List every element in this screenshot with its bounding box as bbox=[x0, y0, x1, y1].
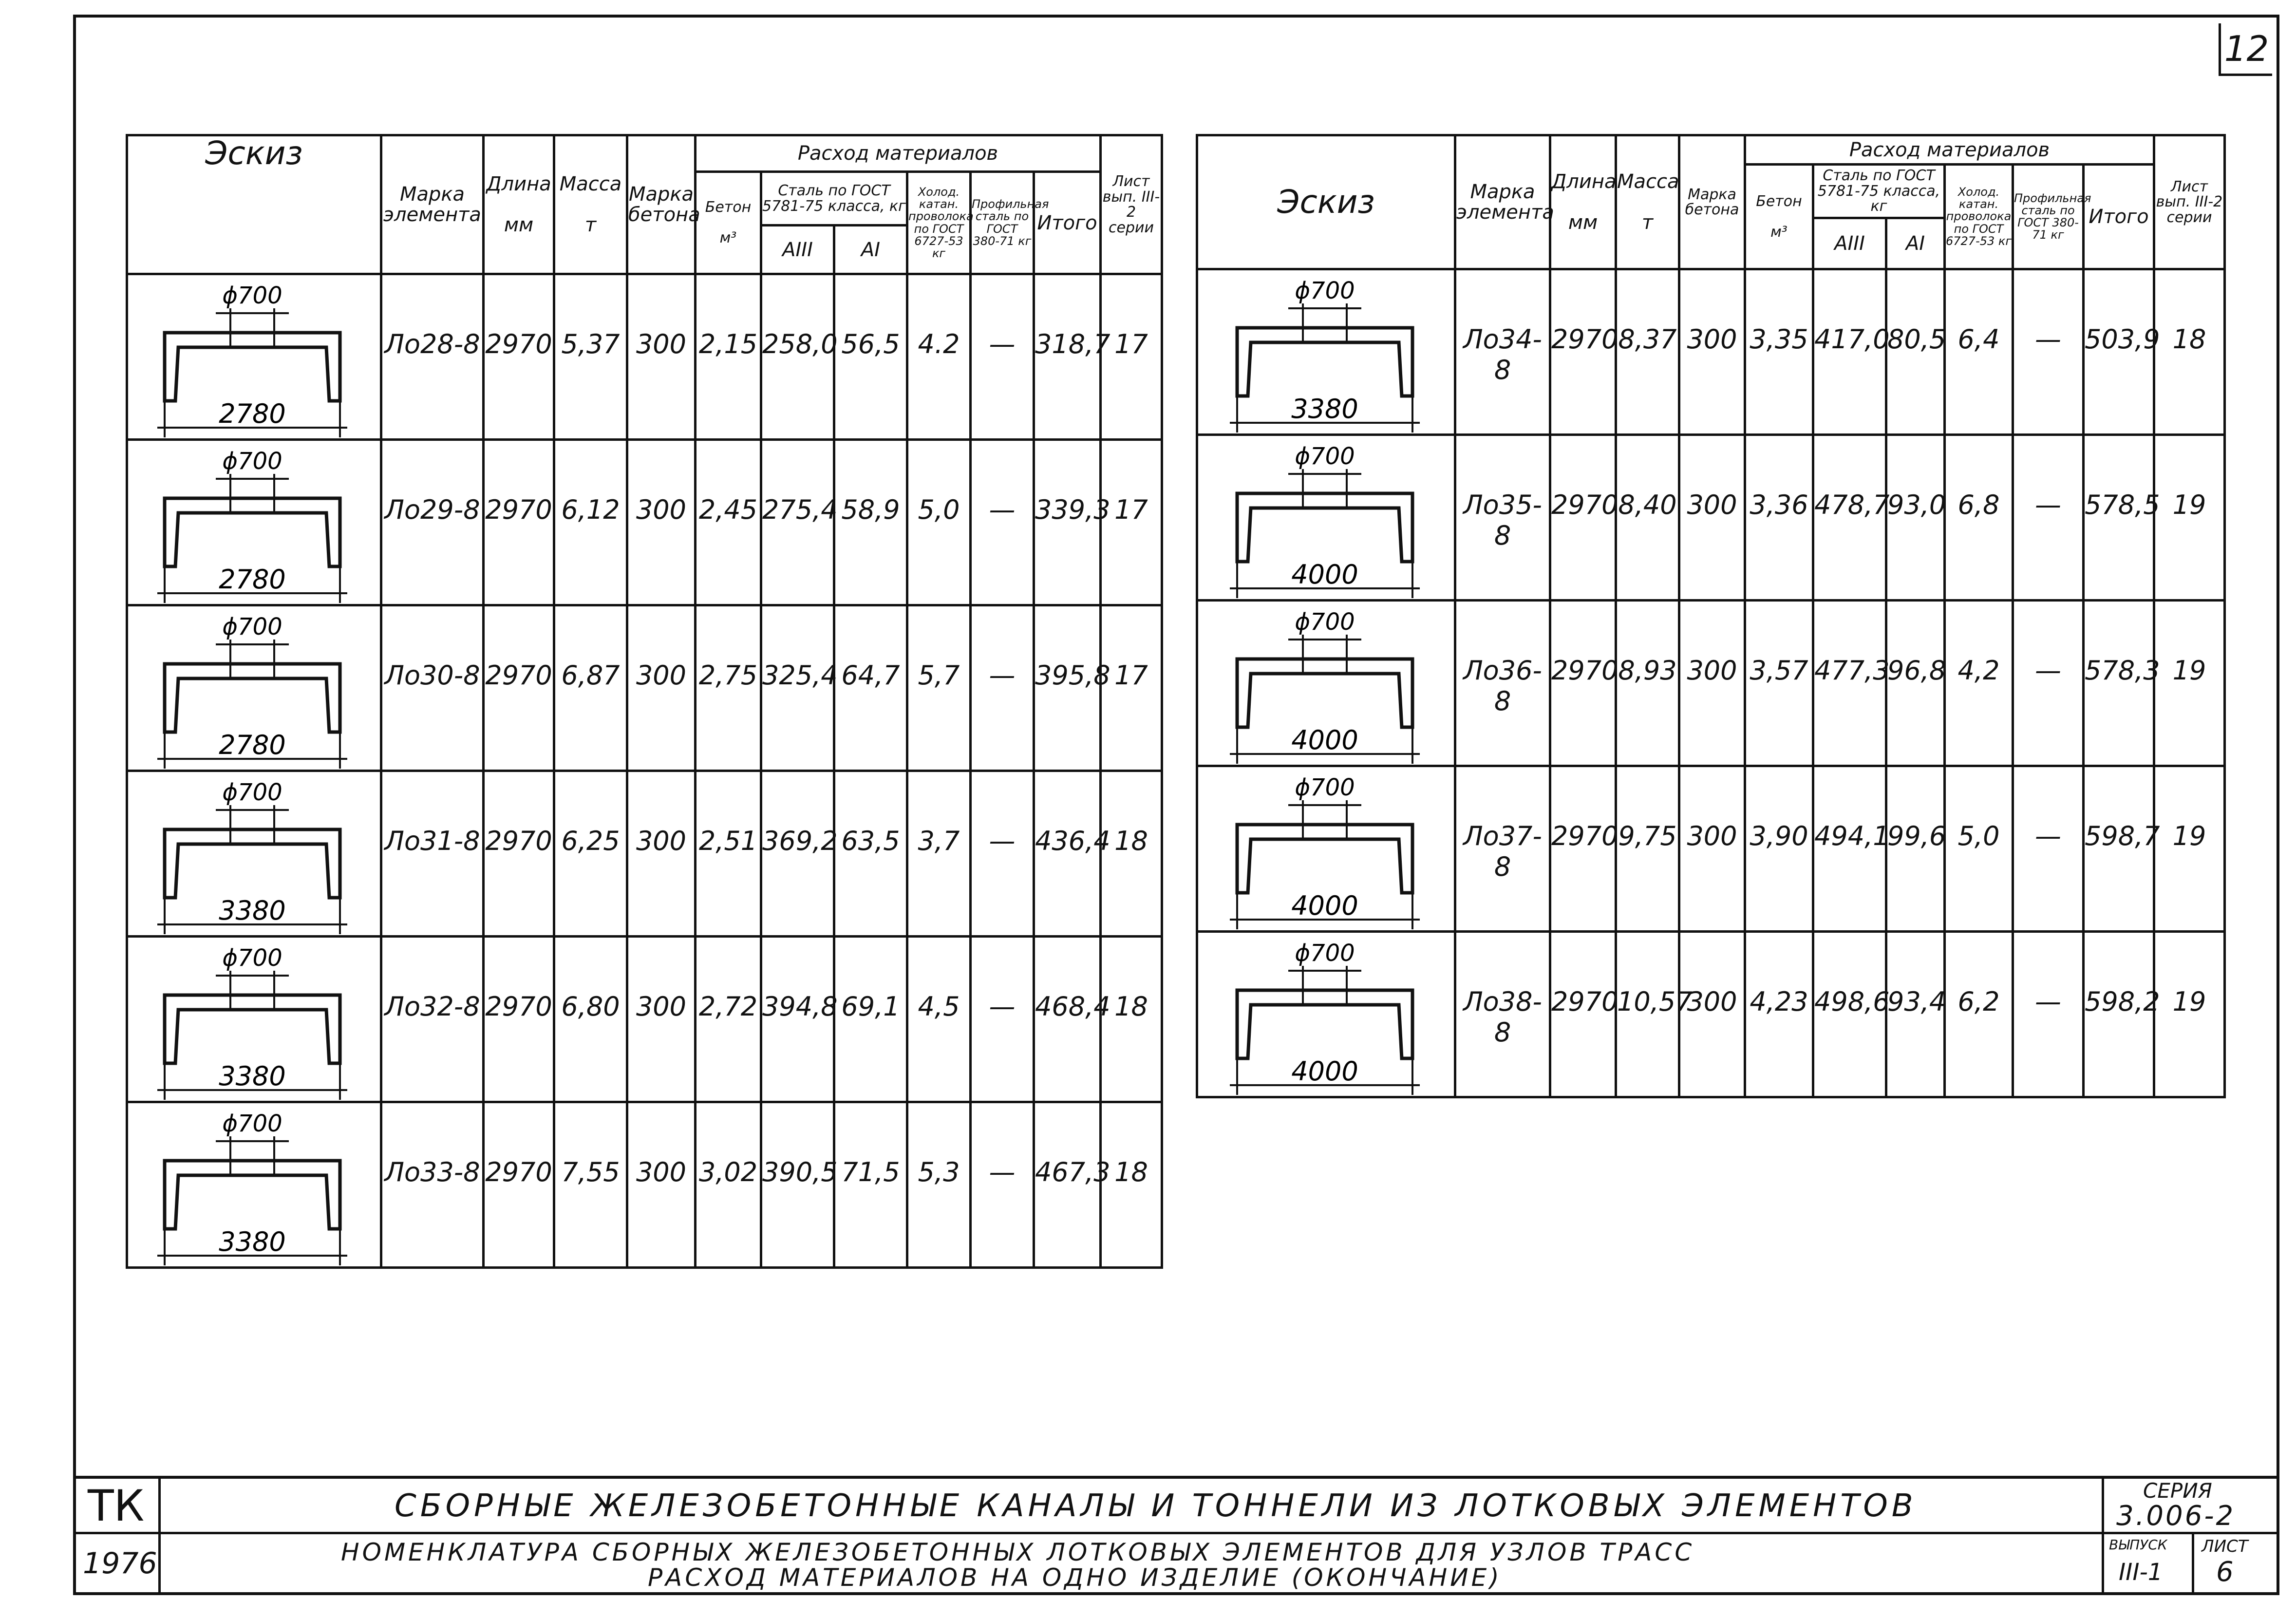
channel-width-label: 3380 bbox=[219, 895, 286, 926]
sketch-cell bbox=[127, 937, 381, 1102]
header-wire: Холод. катан. проволока по ГОСТ 6727-53 кг bbox=[907, 172, 971, 274]
table-row bbox=[127, 274, 1162, 440]
cell-wire: 5,0 bbox=[1945, 766, 2013, 932]
header-materials: Расход материалов bbox=[696, 135, 1101, 172]
header-sheet: Лист вып. III-2 серии bbox=[2154, 135, 2225, 269]
year-label: 1976 bbox=[83, 1546, 157, 1581]
cell-wire: 4.2 bbox=[907, 274, 971, 440]
title-block bbox=[73, 1476, 2279, 1595]
cell-a3: 325,4 bbox=[761, 605, 834, 771]
cell-concrete: 2,15 bbox=[696, 274, 761, 440]
document-subtitle-1: НОМЕНКЛАТУРА СБОРНЫХ ЖЕЛЕЗОБЕТОННЫХ ЛОТКОВЫХ ЭЛЕМЕНТОВ ДЛЯ УЗЛОВ ТРАСС bbox=[341, 1538, 1695, 1566]
cell-sheet: 18 bbox=[1101, 771, 1162, 937]
cell-grade: 300 bbox=[627, 274, 696, 440]
hole-diameter-label: ϕ700 bbox=[222, 778, 282, 806]
cell-mark: Ло36-8 bbox=[1455, 601, 1550, 766]
cell-profile: — bbox=[971, 440, 1034, 605]
header-materials: Расход материалов bbox=[1745, 135, 2154, 165]
cell-mark: Ло28-8 bbox=[381, 274, 484, 440]
cell-a1: 63,5 bbox=[834, 771, 907, 937]
cell-total: 436,4 bbox=[1034, 771, 1101, 937]
cell-a1: 93,4 bbox=[1886, 932, 1945, 1097]
cell-a3: 390,5 bbox=[761, 1102, 834, 1268]
cell-length: 2970 bbox=[1550, 435, 1616, 601]
header-profile: Профильная сталь по ГОСТ 380-71 кг bbox=[2013, 165, 2084, 269]
sketch-cell bbox=[1197, 601, 1455, 766]
table-row bbox=[127, 771, 1162, 937]
header-steel: Сталь по ГОСТ 5781-75 класса, кг bbox=[761, 172, 907, 226]
cell-wire: 5,3 bbox=[907, 1102, 971, 1268]
cell-wire: 6,4 bbox=[1945, 269, 2013, 435]
cell-total: 468,4 bbox=[1034, 937, 1101, 1102]
channel-width-label: 4000 bbox=[1291, 724, 1358, 755]
issue-label: ВЫПУСК bbox=[2109, 1537, 2167, 1553]
left-table-body bbox=[127, 274, 1162, 1268]
hole-diameter-label: ϕ700 bbox=[222, 944, 282, 972]
cell-mark: Ло38-8 bbox=[1455, 932, 1550, 1097]
hole-diameter-label: ϕ700 bbox=[1295, 939, 1355, 967]
cell-wire: 6,2 bbox=[1945, 932, 2013, 1097]
cell-concrete: 3,35 bbox=[1745, 269, 1813, 435]
header-length: Длина мм bbox=[484, 135, 554, 274]
header-steel-a1: AI bbox=[834, 226, 907, 274]
channel-sketch-icon bbox=[128, 277, 376, 437]
cell-mass: 6,80 bbox=[554, 937, 627, 1102]
header-steel-a1: AI bbox=[1886, 218, 1945, 269]
hole-diameter-label: ϕ700 bbox=[222, 613, 282, 640]
cell-a3: 417,0 bbox=[1813, 269, 1886, 435]
hole-diameter-label: ϕ700 bbox=[222, 282, 282, 309]
cell-grade: 300 bbox=[1679, 435, 1745, 601]
table-row bbox=[1197, 932, 2225, 1097]
cell-total: 395,8 bbox=[1034, 605, 1101, 771]
cell-sheet: 19 bbox=[2154, 766, 2225, 932]
cell-profile: — bbox=[971, 771, 1034, 937]
header-steel: Сталь по ГОСТ 5781-75 класса, кг bbox=[1813, 165, 1945, 218]
cell-total: 318,7 bbox=[1034, 274, 1101, 440]
cell-mass: 6,25 bbox=[554, 771, 627, 937]
cell-grade: 300 bbox=[1679, 601, 1745, 766]
cell-profile: — bbox=[2013, 269, 2084, 435]
cell-grade: 300 bbox=[627, 771, 696, 937]
cell-sheet: 19 bbox=[2154, 435, 2225, 601]
table-row bbox=[1197, 435, 2225, 601]
cell-mass: 7,55 bbox=[554, 1102, 627, 1268]
sheet-value: 6 bbox=[2216, 1556, 2234, 1588]
channel-width-label: 4000 bbox=[1291, 890, 1358, 921]
cell-concrete: 4,23 bbox=[1745, 932, 1813, 1097]
cell-a3: 275,4 bbox=[761, 440, 834, 605]
header-concrete-grade: Марка бетона bbox=[1679, 135, 1745, 269]
right-spec-table bbox=[1196, 134, 2226, 1098]
channel-sketch-icon bbox=[1198, 934, 1451, 1095]
table-row bbox=[127, 605, 1162, 771]
left-spec-table bbox=[126, 134, 1163, 1269]
cell-sheet: 19 bbox=[2154, 932, 2225, 1097]
sketch-cell bbox=[127, 1102, 381, 1268]
cell-a1: 93,0 bbox=[1886, 435, 1945, 601]
channel-width-label: 3380 bbox=[219, 1226, 286, 1257]
cell-profile: — bbox=[2013, 766, 2084, 932]
cell-concrete: 2,72 bbox=[696, 937, 761, 1102]
cell-a1: 64,7 bbox=[834, 605, 907, 771]
cell-a1: 58,9 bbox=[834, 440, 907, 605]
hole-diameter-label: ϕ700 bbox=[1295, 773, 1355, 801]
channel-sketch-icon bbox=[1198, 437, 1451, 598]
cell-wire: 3,7 bbox=[907, 771, 971, 937]
series-value: 3.006-2 bbox=[2116, 1500, 2236, 1532]
document-title: СБОРНЫЕ ЖЕЛЕЗОБЕТОННЫЕ КАНАЛЫ И ТОННЕЛИ ИЗ ЛОТКОВЫХ ЭЛЕМЕНТОВ bbox=[395, 1488, 1917, 1524]
cell-total: 339,3 bbox=[1034, 440, 1101, 605]
header-total: Итого bbox=[2084, 165, 2154, 269]
cell-a3: 494,1 bbox=[1813, 766, 1886, 932]
right-table-body bbox=[1197, 269, 2225, 1097]
cell-grade: 300 bbox=[1679, 269, 1745, 435]
cell-profile: — bbox=[971, 1102, 1034, 1268]
cell-a3: 258,0 bbox=[761, 274, 834, 440]
channel-width-label: 4000 bbox=[1291, 559, 1358, 590]
cell-profile: — bbox=[971, 605, 1034, 771]
header-element-mark: Марка элемента bbox=[381, 135, 484, 274]
table-row bbox=[127, 1102, 1162, 1268]
cell-grade: 300 bbox=[627, 440, 696, 605]
cell-sheet: 17 bbox=[1101, 605, 1162, 771]
header-concrete: Бетон м³ bbox=[1745, 165, 1813, 269]
channel-sketch-icon bbox=[128, 1105, 376, 1265]
cell-profile: — bbox=[971, 274, 1034, 440]
header-steel-a3: AIII bbox=[1813, 218, 1886, 269]
table-row bbox=[1197, 766, 2225, 932]
hole-diameter-label: ϕ700 bbox=[1295, 608, 1355, 636]
cell-length: 2970 bbox=[484, 440, 554, 605]
cell-length: 2970 bbox=[484, 771, 554, 937]
cell-wire: 5,7 bbox=[907, 605, 971, 771]
header-concrete-grade: Марка бетона bbox=[627, 135, 696, 274]
header-sketch: Эскиз bbox=[1197, 135, 1455, 269]
sketch-cell bbox=[127, 274, 381, 440]
cell-a3: 477,3 bbox=[1813, 601, 1886, 766]
cell-total: 578,5 bbox=[2084, 435, 2154, 601]
channel-width-label: 2780 bbox=[219, 564, 286, 595]
cell-mark: Ло30-8 bbox=[381, 605, 484, 771]
cell-length: 2970 bbox=[484, 937, 554, 1102]
cell-grade: 300 bbox=[1679, 932, 1745, 1097]
cell-profile: — bbox=[2013, 601, 2084, 766]
hole-diameter-label: ϕ700 bbox=[222, 1110, 282, 1137]
cell-length: 2970 bbox=[484, 605, 554, 771]
header-total: Итого bbox=[1034, 172, 1101, 274]
cell-profile: — bbox=[971, 937, 1034, 1102]
cell-mass: 6,87 bbox=[554, 605, 627, 771]
cell-length: 2970 bbox=[484, 274, 554, 440]
header-concrete: Бетон м³ bbox=[696, 172, 761, 274]
header-mass: Масса т bbox=[554, 135, 627, 274]
channel-sketch-icon bbox=[128, 442, 376, 603]
cell-mark: Ло29-8 bbox=[381, 440, 484, 605]
channel-sketch-icon bbox=[128, 773, 376, 934]
cell-concrete: 3,02 bbox=[696, 1102, 761, 1268]
cell-sheet: 17 bbox=[1101, 274, 1162, 440]
cell-total: 467,3 bbox=[1034, 1102, 1101, 1268]
cell-total: 598,2 bbox=[2084, 932, 2154, 1097]
channel-sketch-icon bbox=[1198, 769, 1451, 929]
channel-sketch-icon bbox=[1198, 603, 1451, 764]
cell-sheet: 18 bbox=[2154, 269, 2225, 435]
cell-length: 2970 bbox=[1550, 932, 1616, 1097]
table-row bbox=[127, 440, 1162, 605]
header-sketch: Эскиз bbox=[127, 135, 381, 274]
channel-width-label: 4000 bbox=[1291, 1055, 1358, 1087]
cell-sheet: 18 bbox=[1101, 1102, 1162, 1268]
table-row bbox=[1197, 269, 2225, 435]
cell-a3: 478,7 bbox=[1813, 435, 1886, 601]
header-profile: Профильная сталь по ГОСТ 380-71 кг bbox=[971, 172, 1034, 274]
cell-mass: 5,37 bbox=[554, 274, 627, 440]
cell-mass: 10,57 bbox=[1616, 932, 1679, 1097]
sketch-cell bbox=[1197, 766, 1455, 932]
cell-mark: Ло37-8 bbox=[1455, 766, 1550, 932]
channel-sketch-icon bbox=[128, 939, 376, 1100]
cell-sheet: 17 bbox=[1101, 440, 1162, 605]
header-sheet: Лист вып. III-2 серии bbox=[1101, 135, 1162, 274]
cell-a1: 80,5 bbox=[1886, 269, 1945, 435]
cell-a3: 369,2 bbox=[761, 771, 834, 937]
cell-profile: — bbox=[2013, 932, 2084, 1097]
header-wire: Холод. катан. проволока по ГОСТ 6727-53 кг bbox=[1945, 165, 2013, 269]
cell-grade: 300 bbox=[1679, 766, 1745, 932]
cell-grade: 300 bbox=[627, 605, 696, 771]
hole-diameter-label: ϕ700 bbox=[1295, 442, 1355, 470]
cell-mark: Ло32-8 bbox=[381, 937, 484, 1102]
header-length: Длина мм bbox=[1550, 135, 1616, 269]
sketch-cell bbox=[127, 605, 381, 771]
cell-concrete: 3,90 bbox=[1745, 766, 1813, 932]
sketch-cell bbox=[127, 440, 381, 605]
channel-width-label: 3380 bbox=[219, 1060, 286, 1092]
channel-width-label: 3380 bbox=[1291, 393, 1358, 424]
sketch-cell bbox=[127, 771, 381, 937]
cell-mass: 8,93 bbox=[1616, 601, 1679, 766]
cell-concrete: 3,57 bbox=[1745, 601, 1813, 766]
cell-total: 578,3 bbox=[2084, 601, 2154, 766]
hole-diameter-label: ϕ700 bbox=[222, 447, 282, 475]
table-row bbox=[1197, 601, 2225, 766]
sheet-label: ЛИСТ bbox=[2202, 1537, 2248, 1556]
cell-a1: 56,5 bbox=[834, 274, 907, 440]
cell-grade: 300 bbox=[627, 937, 696, 1102]
sketch-cell bbox=[1197, 269, 1455, 435]
cell-mark: Ло31-8 bbox=[381, 771, 484, 937]
header-steel-a3: AIII bbox=[761, 226, 834, 274]
table-row bbox=[127, 937, 1162, 1102]
header-element-mark: Марка элемента bbox=[1455, 135, 1550, 269]
channel-width-label: 2780 bbox=[219, 398, 286, 429]
cell-concrete: 2,45 bbox=[696, 440, 761, 605]
cell-sheet: 19 bbox=[2154, 601, 2225, 766]
issue-value: III-1 bbox=[2119, 1559, 2163, 1586]
cell-wire: 4,5 bbox=[907, 937, 971, 1102]
cell-total: 503,9 bbox=[2084, 269, 2154, 435]
cell-mass: 8,37 bbox=[1616, 269, 1679, 435]
cell-mass: 8,40 bbox=[1616, 435, 1679, 601]
cell-wire: 5,0 bbox=[907, 440, 971, 605]
cell-mass: 6,12 bbox=[554, 440, 627, 605]
cell-wire: 6,8 bbox=[1945, 435, 2013, 601]
hole-diameter-label: ϕ700 bbox=[1295, 277, 1355, 304]
cell-a1: 99,6 bbox=[1886, 766, 1945, 932]
cell-mark: Ло34-8 bbox=[1455, 269, 1550, 435]
code-label: ТК bbox=[88, 1481, 145, 1531]
cell-profile: — bbox=[2013, 435, 2084, 601]
cell-length: 2970 bbox=[1550, 601, 1616, 766]
cell-sheet: 18 bbox=[1101, 937, 1162, 1102]
cell-a1: 69,1 bbox=[834, 937, 907, 1102]
cell-length: 2970 bbox=[484, 1102, 554, 1268]
page-number: 12 bbox=[2219, 23, 2272, 76]
cell-concrete: 2,75 bbox=[696, 605, 761, 771]
sketch-cell bbox=[1197, 932, 1455, 1097]
cell-concrete: 2,51 bbox=[696, 771, 761, 937]
cell-mark: Ло35-8 bbox=[1455, 435, 1550, 601]
cell-grade: 300 bbox=[627, 1102, 696, 1268]
channel-sketch-icon bbox=[128, 608, 376, 769]
cell-total: 598,7 bbox=[2084, 766, 2154, 932]
channel-width-label: 2780 bbox=[219, 729, 286, 760]
cell-concrete: 3,36 bbox=[1745, 435, 1813, 601]
sketch-cell bbox=[1197, 435, 1455, 601]
cell-wire: 4,2 bbox=[1945, 601, 2013, 766]
header-mass: Масса т bbox=[1616, 135, 1679, 269]
channel-sketch-icon bbox=[1198, 272, 1451, 433]
cell-a1: 96,8 bbox=[1886, 601, 1945, 766]
cell-mark: Ло33-8 bbox=[381, 1102, 484, 1268]
cell-a3: 394,8 bbox=[761, 937, 834, 1102]
cell-length: 2970 bbox=[1550, 269, 1616, 435]
series-label: СЕРИЯ bbox=[2143, 1479, 2212, 1503]
cell-a3: 498,6 bbox=[1813, 932, 1886, 1097]
cell-a1: 71,5 bbox=[834, 1102, 907, 1268]
document-subtitle-2: РАСХОД МАТЕРИАЛОВ НА ОДНО ИЗДЕЛИЕ (ОКОНЧАНИЕ) bbox=[648, 1563, 1502, 1592]
cell-mass: 9,75 bbox=[1616, 766, 1679, 932]
cell-length: 2970 bbox=[1550, 766, 1616, 932]
